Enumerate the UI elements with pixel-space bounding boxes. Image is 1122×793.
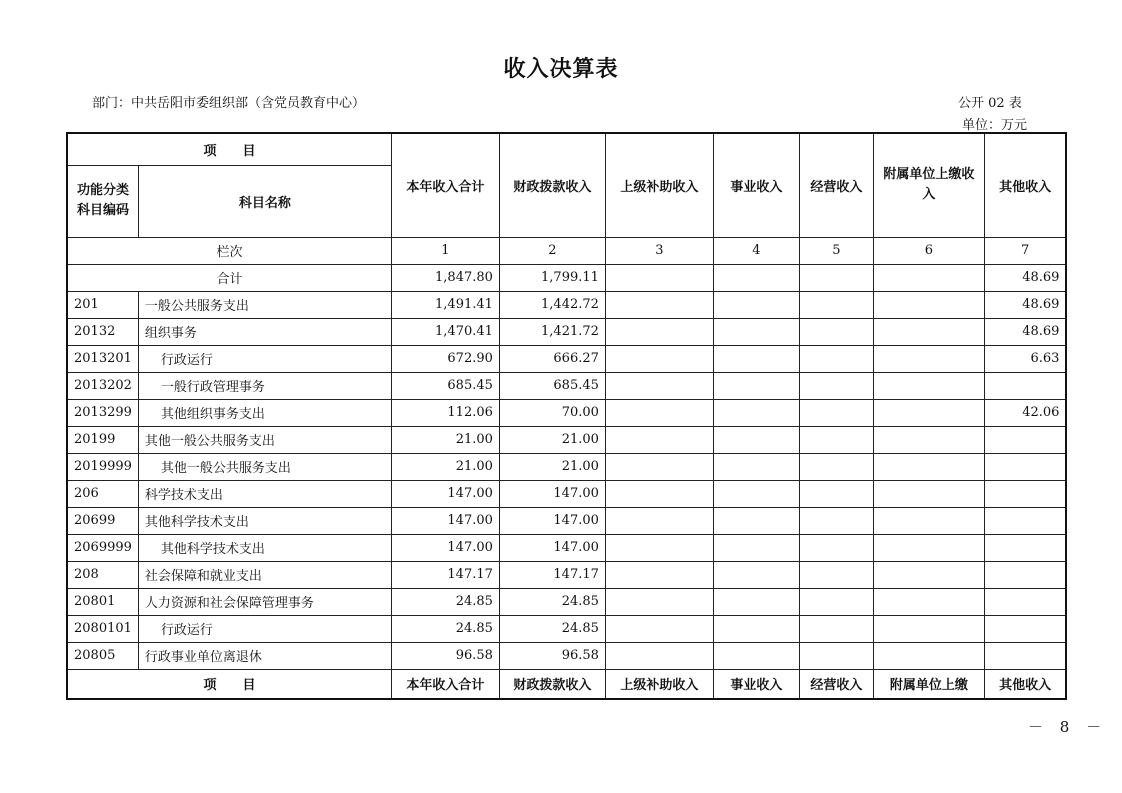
header-row-item [67, 133, 1066, 165]
row-value [984, 480, 1066, 507]
row-subject-name: 其他科学技术支出 [138, 507, 391, 534]
column-index: 3 [605, 237, 713, 264]
row-value: 42.06 [984, 399, 1066, 426]
table-row [67, 372, 1066, 399]
row-value: 48.69 [984, 291, 1066, 318]
row-value [713, 399, 799, 426]
row-value [713, 318, 799, 345]
footer-col-other: 其他收入 [984, 669, 1066, 699]
row-value [713, 507, 799, 534]
row-value [984, 453, 1066, 480]
row-code: 208 [67, 561, 138, 588]
row-value [713, 480, 799, 507]
row-value: 666.27 [499, 345, 605, 372]
page-title: 收入决算表 [503, 57, 619, 82]
row-value [713, 345, 799, 372]
table-row [67, 480, 1066, 507]
row-value [984, 372, 1066, 399]
row-code: 2013201 [67, 345, 138, 372]
row-value [873, 453, 984, 480]
row-value [713, 642, 799, 669]
total-value [799, 264, 873, 291]
row-code: 20805 [67, 642, 138, 669]
row-value: 147.17 [391, 561, 499, 588]
row-subject-name: 行政事业单位离退休 [138, 642, 391, 669]
row-value [873, 291, 984, 318]
row-value [713, 372, 799, 399]
row-value [984, 534, 1066, 561]
row-value [873, 507, 984, 534]
row-value [605, 561, 713, 588]
column-index: 6 [873, 237, 984, 264]
row-value: 96.58 [391, 642, 499, 669]
row-value [873, 561, 984, 588]
column-index-label: 栏次 [67, 237, 391, 264]
column-index: 7 [984, 237, 1066, 264]
row-value [605, 480, 713, 507]
row-value [873, 372, 984, 399]
row-value: 147.00 [391, 534, 499, 561]
row-subject-name: 社会保障和就业支出 [138, 561, 391, 588]
row-code: 2080101 [67, 615, 138, 642]
total-value [713, 264, 799, 291]
row-value [713, 615, 799, 642]
row-value: 48.69 [984, 318, 1066, 345]
table-row [67, 318, 1066, 345]
table-row [67, 642, 1066, 669]
column-index: 2 [499, 237, 605, 264]
row-value [984, 642, 1066, 669]
row-code: 2013202 [67, 372, 138, 399]
row-subject-name: 组织事务 [138, 318, 391, 345]
row-subject-name: 其他科学技术支出 [138, 534, 391, 561]
row-value [799, 426, 873, 453]
unit-label: 单位：万元 [962, 118, 1028, 133]
row-value [713, 426, 799, 453]
column-index: 4 [713, 237, 799, 264]
row-value: 24.85 [499, 588, 605, 615]
row-value: 685.45 [499, 372, 605, 399]
row-value [873, 588, 984, 615]
row-value [799, 453, 873, 480]
row-value: 147.17 [499, 561, 605, 588]
table-row [67, 399, 1066, 426]
row-value [984, 507, 1066, 534]
row-value: 24.85 [391, 615, 499, 642]
total-label: 合计 [67, 264, 391, 291]
row-value [799, 615, 873, 642]
row-value [984, 561, 1066, 588]
row-code: 2069999 [67, 534, 138, 561]
row-value [873, 615, 984, 642]
row-value [984, 615, 1066, 642]
row-value: 147.00 [499, 480, 605, 507]
column-index: 1 [391, 237, 499, 264]
row-value: 24.85 [391, 588, 499, 615]
income-report-table [66, 132, 1067, 700]
table-row [67, 507, 1066, 534]
row-code: 201 [67, 291, 138, 318]
header-col-affiliated: 附属单位上缴收入 [873, 133, 984, 237]
row-subject-name: 其他组织事务支出 [138, 399, 391, 426]
row-subject-name: 一般行政管理事务 [138, 372, 391, 399]
row-value: 672.90 [391, 345, 499, 372]
row-value [605, 372, 713, 399]
row-value [984, 588, 1066, 615]
row-value: 21.00 [391, 453, 499, 480]
total-value [873, 264, 984, 291]
row-value [799, 642, 873, 669]
footer-col-business: 事业收入 [713, 669, 799, 699]
total-value: 48.69 [984, 264, 1066, 291]
row-value [605, 534, 713, 561]
row-code: 20699 [67, 507, 138, 534]
footer-col-operation: 经营收入 [799, 669, 873, 699]
row-value [799, 534, 873, 561]
row-value: 1,442.72 [499, 291, 605, 318]
row-value [713, 588, 799, 615]
row-value: 1,470.41 [391, 318, 499, 345]
row-value [984, 426, 1066, 453]
column-index-row [67, 237, 1066, 264]
header-col-operation: 经营收入 [799, 133, 873, 237]
footer-col-affiliated: 附属单位上缴 [873, 669, 984, 699]
row-value: 24.85 [499, 615, 605, 642]
row-value [799, 480, 873, 507]
total-value: 1,847.80 [391, 264, 499, 291]
row-code: 2013299 [67, 399, 138, 426]
department-label: 部门：中共岳阳市委组织部（含党员教育中心） [92, 96, 366, 111]
row-value [873, 318, 984, 345]
row-subject-name: 科学技术支出 [138, 480, 391, 507]
row-value [713, 453, 799, 480]
row-value: 96.58 [499, 642, 605, 669]
header-col-superior: 上级补助收入 [605, 133, 713, 237]
row-value [605, 291, 713, 318]
row-subject-name: 其他一般公共服务支出 [138, 453, 391, 480]
table-row [67, 561, 1066, 588]
row-subject-name: 行政运行 [138, 615, 391, 642]
header-col-fiscal: 财政拨款收入 [499, 133, 605, 237]
row-value [873, 642, 984, 669]
header-subject-name: 科目名称 [138, 165, 391, 237]
row-code: 20199 [67, 426, 138, 453]
table-row [67, 291, 1066, 318]
row-value: 21.00 [499, 426, 605, 453]
row-value: 685.45 [391, 372, 499, 399]
row-value: 21.00 [499, 453, 605, 480]
footer-col-total: 本年收入合计 [391, 669, 499, 699]
table-row [67, 534, 1066, 561]
row-value: 147.00 [499, 507, 605, 534]
row-value: 147.00 [391, 480, 499, 507]
row-value [713, 534, 799, 561]
footer-col-fiscal: 财政拨款收入 [499, 669, 605, 699]
row-value: 70.00 [499, 399, 605, 426]
row-value: 112.06 [391, 399, 499, 426]
total-value: 1,799.11 [499, 264, 605, 291]
row-value [799, 561, 873, 588]
row-subject-name: 行政运行 [138, 345, 391, 372]
row-value [713, 291, 799, 318]
row-value [605, 588, 713, 615]
header-col-business: 事业收入 [713, 133, 799, 237]
row-subject-name: 一般公共服务支出 [138, 291, 391, 318]
table-row [67, 615, 1066, 642]
form-number: 公开 02 表 [958, 96, 1022, 111]
row-value [605, 642, 713, 669]
footer-header-item: 项 目 [67, 669, 391, 699]
header-item: 项 目 [67, 133, 391, 165]
row-value [873, 480, 984, 507]
row-code: 20132 [67, 318, 138, 345]
table-row [67, 453, 1066, 480]
row-value: 147.00 [499, 534, 605, 561]
table-row [67, 588, 1066, 615]
row-value: 6.63 [984, 345, 1066, 372]
header-col-total: 本年收入合计 [391, 133, 499, 237]
row-value [799, 372, 873, 399]
row-value [605, 345, 713, 372]
row-subject-name: 其他一般公共服务支出 [138, 426, 391, 453]
row-value [799, 345, 873, 372]
total-value [605, 264, 713, 291]
row-subject-name: 人力资源和社会保障管理事务 [138, 588, 391, 615]
row-value [605, 318, 713, 345]
row-value: 1,491.41 [391, 291, 499, 318]
page-number: － 8 － [1028, 718, 1108, 736]
header-col-other: 其他收入 [984, 133, 1066, 237]
row-value [873, 426, 984, 453]
row-code: 20801 [67, 588, 138, 615]
row-value [605, 453, 713, 480]
row-value [799, 291, 873, 318]
row-value [873, 345, 984, 372]
row-value: 21.00 [391, 426, 499, 453]
row-value [605, 426, 713, 453]
row-value [799, 399, 873, 426]
row-value [799, 507, 873, 534]
column-index: 5 [799, 237, 873, 264]
row-value [605, 399, 713, 426]
row-value [799, 588, 873, 615]
row-value: 147.00 [391, 507, 499, 534]
row-value [873, 399, 984, 426]
row-code: 2019999 [67, 453, 138, 480]
row-code: 206 [67, 480, 138, 507]
total-row [67, 264, 1066, 291]
table-row [67, 426, 1066, 453]
row-value [605, 615, 713, 642]
footer-col-superior: 上级补助收入 [605, 669, 713, 699]
row-value [605, 507, 713, 534]
row-value: 1,421.72 [499, 318, 605, 345]
header-func-code: 功能分类科目编码 [67, 165, 138, 237]
row-value [799, 318, 873, 345]
row-value [713, 561, 799, 588]
table-row [67, 345, 1066, 372]
row-value [873, 534, 984, 561]
footer-header-row [67, 669, 1066, 699]
